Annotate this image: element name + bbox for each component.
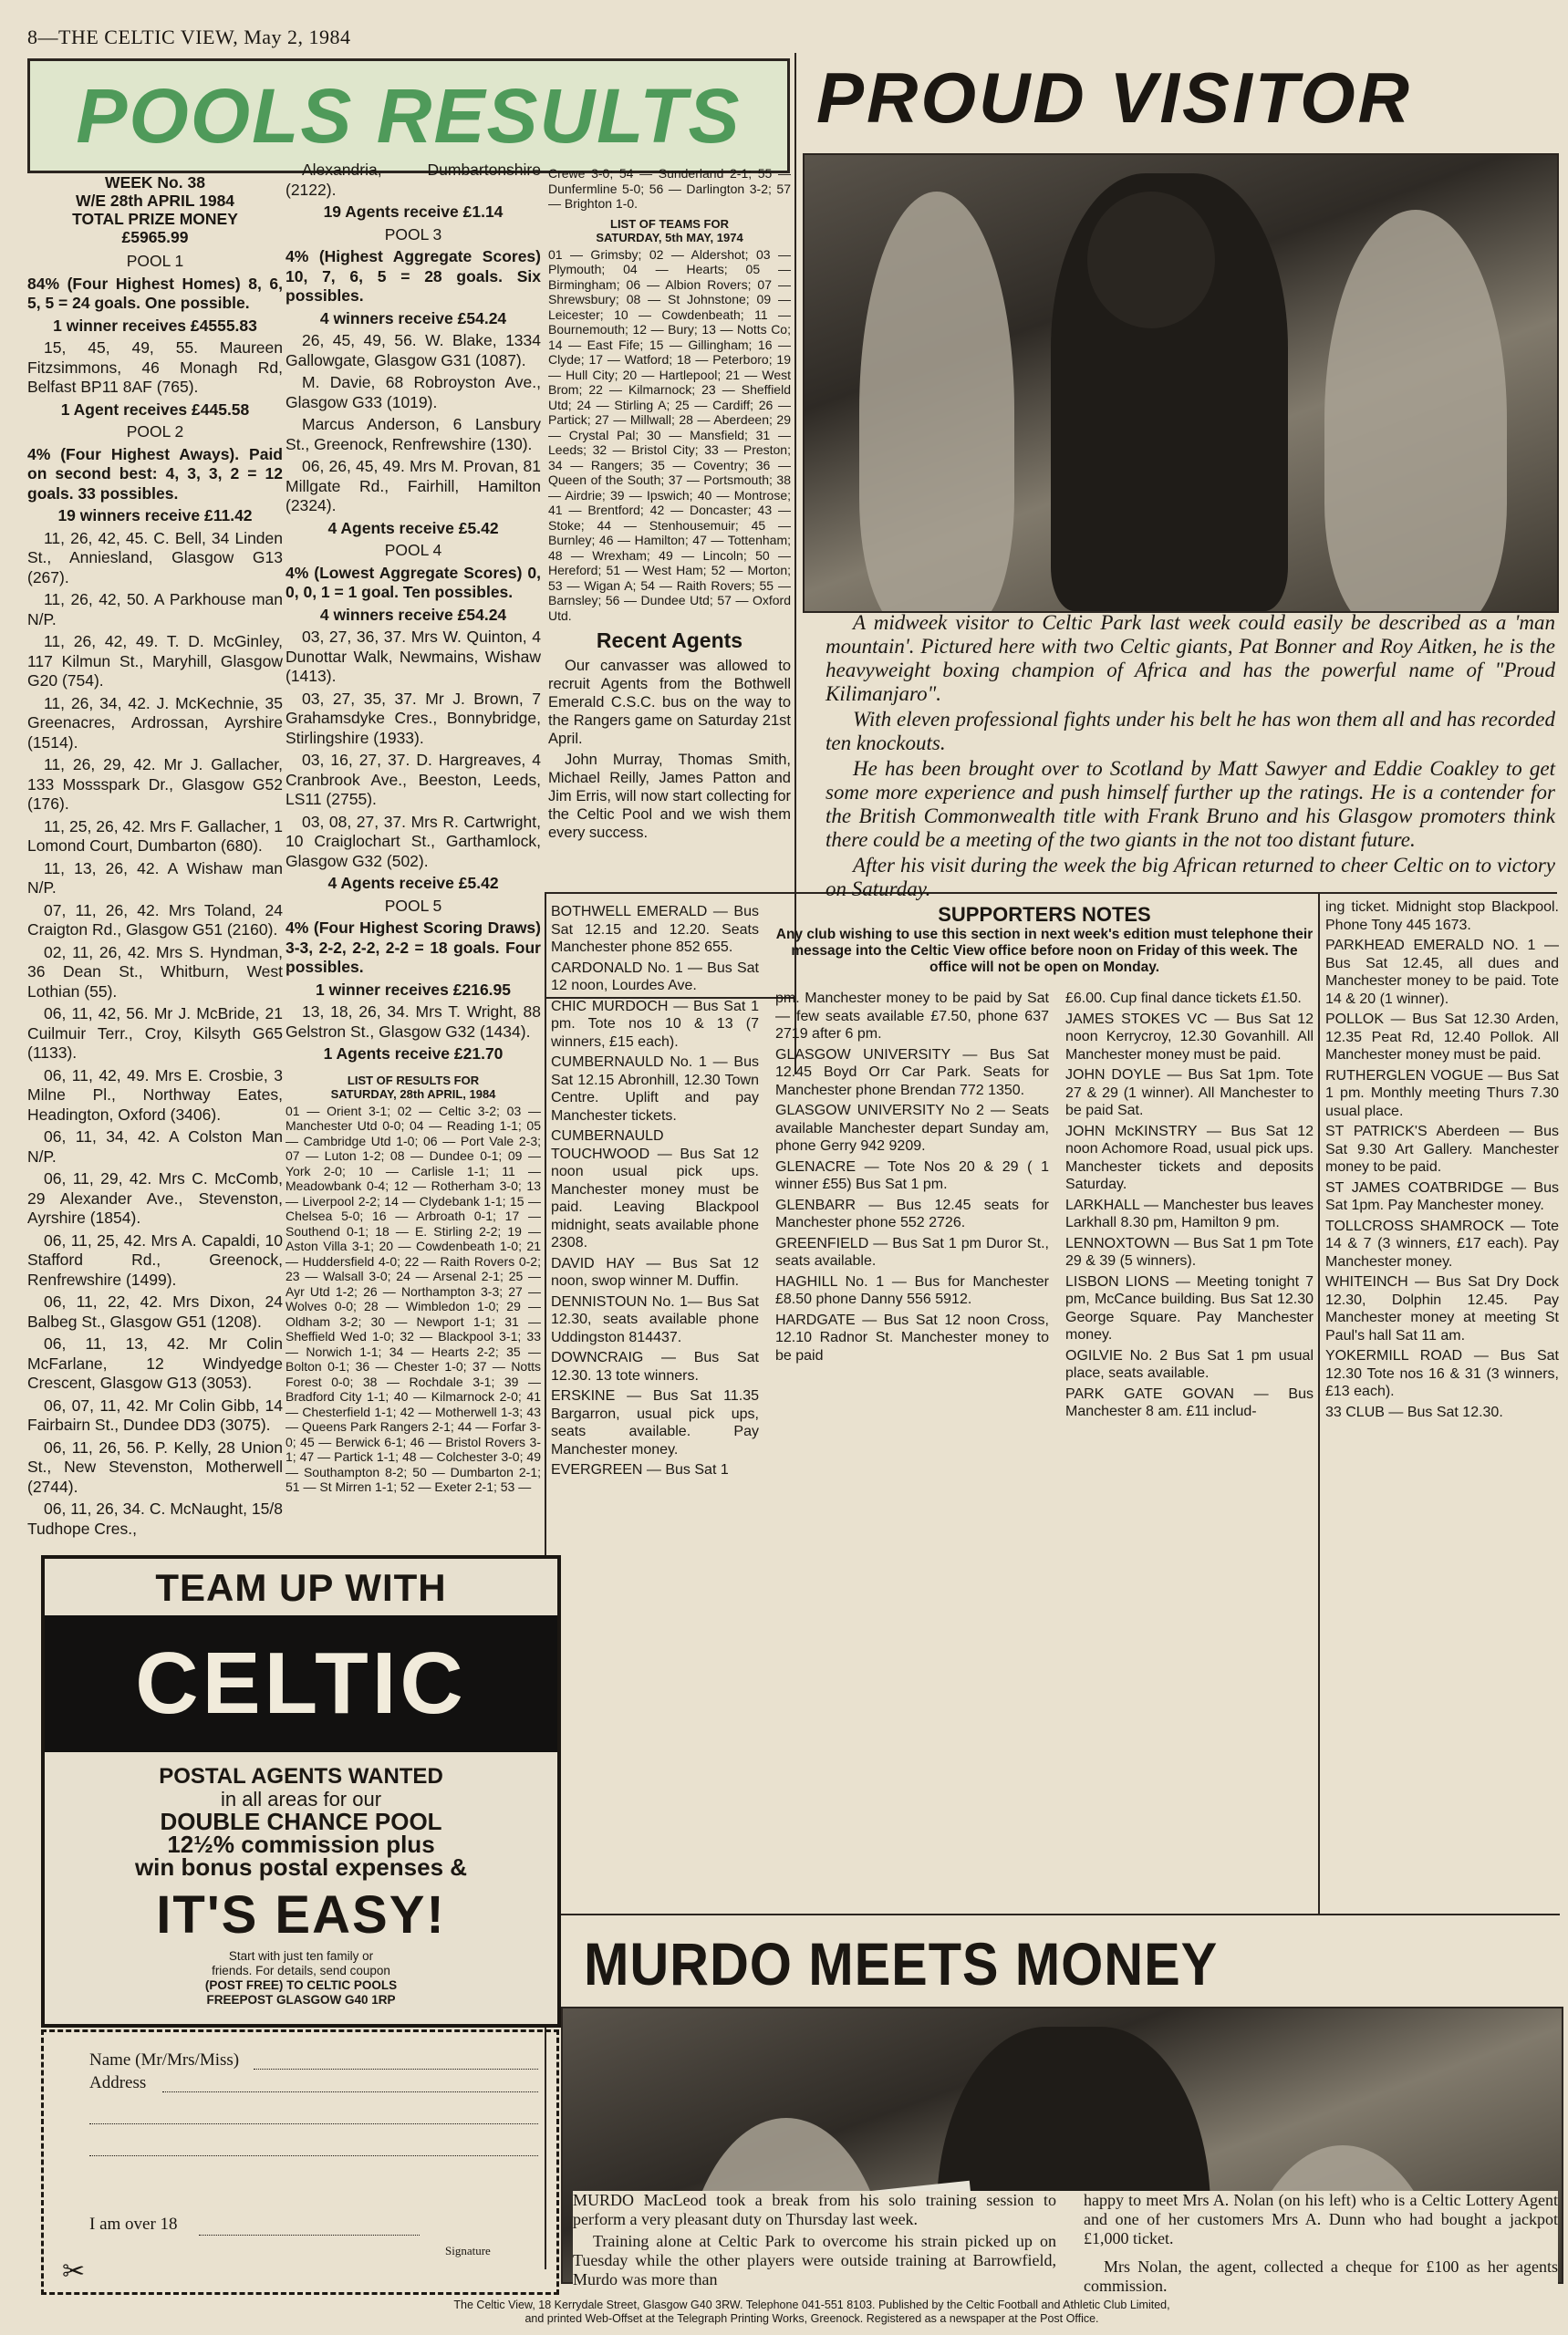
coupon-name-label: Name (Mr/Mrs/Miss) <box>89 2050 240 2070</box>
pools-entry: 06, 11, 13, 42. Mr Colin McFarlane, 12 Windyedge Crescent, Glasgow G13 (3053). <box>27 1334 283 1392</box>
club-notice: BOTHWELL EMERALD — Bus Sat 12.15 and 12.20. Seats Manchester phone 852 655. <box>551 904 759 955</box>
ad-line: 12½% commission plus <box>167 1831 435 1858</box>
results-list: 01 — Orient 3-1; 02 — Celtic 3-2; 03 — Manchester Utd 0-0; 04 — Reading 1-1; 05 — Cambridge Utd 1-0; 06 — Port Vale 2-3; 07 — Luton 1-2; 08 — Dundee 0-1; 09 — York 2-0; 10 — Carlisle 1-1; 11 — Meadowbank 0-4; 12 — Rotherham 3-0; 13 — Liverpool 2-2; 14 — Clydebank 1-1; 15 — Chelsea 5-0; 16 — Arbroath 0-1; 17 — Southend 0-1; 18 — E. Stirling 2-2; 19 — Aston Villa 3-1; 20 — Cowdenbeath 1-0; 21 — Huddersfield 4-0; 22 — Raith Rovers 0-2; 23 — Walsall 3-0; 24 — Arsenal 2-1; 25 — Ayr Utd 1-2; 26 — Northampton 3-3; 27 — Wolves 0-0; 28 — Wimbledon 1-0; 29 — Oldham 3-2; 30 — Newport 1-1; 31 — Sheffield Wed 1-0; 32 — Blackpool 3-1; 33 — Norwich 1-1; 34 — Hearts 2-2; 35 — Bolton 0-1; 36 — Chester 1-0; 37 — Notts Forest 0-0; 38 — Rochdale 3-1; 39 — Bradford City 1-1; 40 — Kilmarnock 2-0; 41 — Chesterfield 1-1; 42 — Motherwell 1-3; 43 — Queens Park Rangers 2-1; 44 — Forfar 3-0; 45 — Berwick 6-1; 46 — Bristol Rovers 3-1; 47 — Partick 1-1; 48 — Colchester 3-0; 49 — Southampton 8-2; 50 — Dumbarton 2-1; 51 — St Mirren 1-1; 52 — Exeter 2-1; 53 — <box>286 1103 541 1494</box>
coupon-signature-label: Signature <box>445 2244 491 2257</box>
pools-entry: POOL 2 <box>126 422 184 441</box>
club-notice: DAVID HAY — Bus Sat 12 noon, swop winner M. Duffin. <box>551 1255 759 1289</box>
pools-entry: POOL 5 <box>384 896 442 915</box>
pools-entry: 13, 18, 26, 34. Mrs T. Wright, 88 Gelstron St., Glasgow G32 (1434). <box>286 1002 541 1041</box>
ad-its-easy: IT'S EASY! <box>156 1885 446 1945</box>
club-notice: LARKHALL — Manchester bus leaves Larkhall 8.30 pm, Hamilton 9 pm. <box>1065 1197 1314 1230</box>
pools-entry: 1 Agents receive £21.70 <box>323 1044 504 1063</box>
pools-entry: 06, 11, 34, 42. A Colston Man N/P. <box>27 1127 283 1166</box>
pools-entry: 4 winners receive £54.24 <box>319 605 507 624</box>
pools-entry: 02, 11, 26, 42. Mrs S. Hyndman, 36 Dean St., Whitburn, West Lothian (55). <box>27 942 283 1001</box>
coupon-address-field[interactable] <box>162 2091 538 2092</box>
pools-entry: 84% (Four Highest Homes) 8, 6, 5, 5 = 24 goals. One possible. <box>27 274 283 312</box>
pools-entry: 1 winner receives £4555.83 <box>53 316 257 335</box>
murdo-paragraph: Mrs Nolan, the agent, collected a cheque for £100 as her agents commission. <box>1084 2257 1558 2295</box>
caption-paragraph: With eleven professional fights under his belt he has won them all and has recorded ten knockouts. <box>826 708 1555 754</box>
pools-column-1 <box>27 173 283 1541</box>
pools-entry: 03, 27, 36, 37. Mrs W. Quinton, 4 Dunottar Walk, Newmains, Wishaw (1413). <box>286 628 541 685</box>
recent-agents-para: John Murray, Thomas Smith, Michael Reilly, James Patton and Jim Erris, will now start collecting for the Celtic Pool and we wish them every success. <box>548 752 791 841</box>
club-notice: £6.00. Cup final dance tickets £1.50. <box>1065 991 1302 1006</box>
pools-entry: 11, 13, 26, 42. A Wishaw man N/P. <box>27 858 283 897</box>
murdo-story <box>573 2191 1558 2295</box>
pools-entry: 11, 26, 34, 42. J. McKechnie, 35 Greenacres, Ardrossan, Ayrshire (1514). <box>27 693 283 752</box>
supporters-column-b <box>775 990 1049 1367</box>
club-notice: ERSKINE — Bus Sat 11.35 Bargarron, usual pick ups, seats available. Pay Manchester money. <box>551 1388 759 1458</box>
ad-small: Start with just ten family or <box>228 1949 374 1963</box>
pools-entry: 1 winner receives £216.95 <box>315 980 512 999</box>
supporters-column-a <box>551 903 759 1482</box>
recent-agents-para: Our canvasser was allowed to recruit Agents from the Bothwell Emerald C.S.C. bus on the way to the Rangers game on Saturday 21st April. <box>548 658 791 747</box>
club-notice: EVERGREEN — Bus Sat 1 <box>551 1462 729 1478</box>
recent-agents-heading: Recent Agents <box>596 628 743 652</box>
pools-entry: 4% (Four Highest Scoring Draws) 3-3, 2-2, 2-2, 2-2 = 18 goals. Four possibles. <box>286 918 541 976</box>
club-notice: ST PATRICK'S Aberdeen — Bus Sat 9.30 Art Gallery. Manchester money to be paid. <box>1325 1124 1559 1175</box>
ad-line: in all areas for our <box>220 1788 382 1811</box>
prize-money-value: £5965.99 <box>121 228 189 246</box>
footer-imprint <box>392 2299 1231 2326</box>
results-date: SATURDAY, 28th APRIL, 1984 <box>330 1086 496 1101</box>
murdo-paragraph: happy to meet Mrs A. Nolan (on his left) who is a Celtic Lottery Agent and one of her customers Mrs A. Dunn who had bought a jackpot £1,000 ticket. <box>1084 2191 1558 2247</box>
footer-line: and printed Web-Offset at the Telegraph Printing Works, Greenock. Registered as a newspaper at the Post Office. <box>524 2312 1099 2325</box>
club-notice: DOWNCRAIG — Bus Sat 12.30. 13 tote winners. <box>551 1350 759 1384</box>
club-notice: CARDONALD No. 1 — Bus Sat 12 noon, Lourdes Ave. <box>551 960 759 993</box>
pools-entry: 4% (Highest Aggregate Scores) 10, 7, 6, 5 = 28 goals. Six possibles. <box>286 247 541 305</box>
club-notice: pm. Manchester money to be paid by Sat — few seats available £7.50, phone 637 2719 after 6 pm. <box>775 991 1049 1042</box>
club-notice: DENNISTOUN No. 1— Bus Sat 12.30, seats available phone Uddingston 814437. <box>551 1293 759 1345</box>
prize-money-label: TOTAL PRIZE MONEY <box>72 210 238 228</box>
club-notice: JAMES STOKES VC — Bus Sat 12 noon Kerrycroy, 12.30 Govanhill. All Manchester money must be paid. <box>1065 1011 1314 1063</box>
club-notice: CUMBERNAULD No. 1 — Bus Sat 12.15 Abronhill, 12.30 Town Centre. Uplift and pay Manchester tickets. <box>551 1054 759 1124</box>
club-notice: PARK GATE GOVAN — Bus Manchester 8 am. £11 includ- <box>1065 1385 1314 1419</box>
club-notice: GREENFIELD — Bus Sat 1 pm Duror St., seats available. <box>775 1235 1049 1269</box>
pools-entry: M. Davie, 68 Robroyston Ave., Glasgow G33 (1019). <box>286 373 541 411</box>
pools-entry: 26, 45, 49, 56. W. Blake, 1334 Gallowgate, Glasgow G31 (1087). <box>286 331 541 369</box>
ad-line: win bonus postal expenses & <box>134 1853 468 1881</box>
supporters-column-d <box>1325 898 1559 1424</box>
teams-title: LIST OF TEAMS FOR <box>610 216 729 231</box>
supporters-instructions: Any club wishing to use this section in next week's edition must telephone their message into the Celtic View office before noon on Friday of this week. The office will not be open on Monday. <box>775 927 1314 975</box>
club-notice: RUTHERGLEN VOGUE — Bus Sat 1 pm. Monthly meeting Thurs 7.30 usual place. <box>1325 1067 1559 1119</box>
club-notice: GLENACRE — Tote Nos 20 & 29 ( 1 winner £55) Bus Sat 1 pm. <box>775 1158 1049 1192</box>
pools-entry: 06, 11, 26, 34. C. McNaught, 15/8 Tudhope Cres., <box>27 1500 283 1538</box>
club-notice: ST JAMES COATBRIDGE — Bus Sat 1pm. Pay Manchester money. <box>1325 1179 1559 1213</box>
section-rule <box>547 1914 1560 1915</box>
proud-visitor-caption <box>826 611 1555 903</box>
pools-column-2 <box>286 161 541 1495</box>
pools-entry: 06, 11, 42, 49. Mrs E. Crosbie, 3 Milne Pl., Northway Eates, Headington, Oxford (3406). <box>27 1065 283 1124</box>
club-notice: PARKHEAD EMERALD NO. 1 — Bus Sat 12.45, all dues and Manchester money to be paid. Tote 14 & 20 (1 winner). <box>1325 938 1559 1007</box>
page-folio: 8—THE CELTIC VIEW, May 2, 1984 <box>27 26 351 48</box>
pools-results-banner <box>27 58 790 173</box>
pools-results-title: POOLS RESULTS <box>76 73 742 159</box>
club-notice: CHIC MURDOCH — Bus Sat 1 pm. Tote nos 10 & 13 (7 winners, £15 each). <box>551 998 759 1050</box>
scissors-icon: ✂ <box>62 2257 86 2287</box>
club-notice: GLASGOW UNIVERSITY No 2 — Seats available Manchester depart Sunday am, phone Gerry 942 9209. <box>775 1103 1049 1154</box>
pools-entry: 4 Agents receive £5.42 <box>327 874 499 892</box>
ad-line: DOUBLE CHANCE POOL <box>160 1808 442 1835</box>
club-notice: YOKERMILL ROAD — Bus Sat 12.30 Tote nos 16 & 31 (3 winners, £13 each). <box>1325 1348 1559 1399</box>
club-notice: GLENBARR — Bus 12.45 seats for Manchester phone 552 2726. <box>775 1197 1049 1230</box>
supporters-title: SUPPORTERS NOTES <box>938 903 1151 926</box>
week-number: WEEK No. 38 <box>105 173 205 192</box>
pools-entry: 11, 25, 26, 42. Mrs F. Gallacher, 1 Lomond Court, Dumbarton (680). <box>27 816 283 855</box>
club-notice: HAGHILL No. 1 — Bus for Manchester £8.50 phone Danny 556 5912. <box>775 1273 1049 1307</box>
club-notice: LENNOXTOWN — Bus Sat 1 pm Tote 29 & 39 (5 winners). <box>1065 1235 1314 1269</box>
caption-paragraph: A midweek visitor to Celtic Park last week could easily be described as a 'man mountain'. Pictured here with two Celtic giants, Pat Bonner and Roy Aitken, he is the heavyweight boxing champion of Africa and has the powerful name of "Proud Kilimanjaro". <box>826 611 1555 705</box>
pools-entry: 19 Agents receive £1.14 <box>323 202 504 221</box>
ad-small: FREEPOST GLASGOW G40 1RP <box>206 1993 396 2007</box>
pools-entry: 11, 26, 29, 42. Mr J. Gallacher, 133 Mossspark Dr., Glasgow G52 (176). <box>27 755 283 813</box>
pools-entry: POOL 4 <box>384 541 442 559</box>
pools-entry: 06, 11, 42, 56. Mr J. McBride, 21 Cuilmuir Terr., Croy, Kilsyth G65 (1133). <box>27 1004 283 1062</box>
pools-entry: 11, 26, 42, 49. T. D. McGinley, 117 Kilmun St., Maryhill, Glasgow G20 (754). <box>27 632 283 690</box>
club-notice: LISBON LIONS — Meeting tonight 7 pm, McCance building. Bus Sat 12.30 George Square. Pay Manchester money. <box>1065 1273 1314 1343</box>
pools-entry: 03, 27, 35, 37. Mr J. Brown, 7 Grahamsdyke Cres., Bonnybridge, Stirlingshire (1933). <box>286 689 541 747</box>
coupon-age-label: I am over 18 <box>89 2215 178 2234</box>
ad-celtic-brand: CELTIC <box>45 1615 557 1752</box>
pools-entry: 06, 11, 29, 42. Mrs C. McComb, 29 Alexander Ave., Stevenston, Ayrshire (1854). <box>27 1169 283 1227</box>
club-notice: JOHN McKINSTRY — Bus Sat 12 noon Achomore Road, usual pick ups. Manchester tickets and deposits Saturday. <box>1065 1123 1314 1192</box>
footer-line: The Celtic View, 18 Kerrydale Street, Glasgow G40 3RW. Telephone 041-551 8103. Published by the Celtic Football and Athletic Club Limited, <box>453 2299 1170 2311</box>
ad-small: (POST FREE) TO CELTIC POOLS <box>204 1978 398 1992</box>
club-notice: 33 CLUB — Bus Sat 12.30. <box>1325 1404 1503 1420</box>
pools-entry: POOL 3 <box>384 224 442 244</box>
ad-line: POSTAL AGENTS WANTED <box>159 1764 443 1789</box>
ad-team-up: TEAM UP WITH <box>155 1566 447 1609</box>
pools-entry: 06, 11, 22, 42. Mrs Dixon, 24 Balbeg St., Glasgow G51 (1208). <box>27 1292 283 1331</box>
caption-paragraph: After his visit during the week the big African returned to cheer Celtic on to victory on Saturday. <box>826 854 1555 900</box>
supporters-column-c <box>1065 990 1314 1424</box>
pools-entry: 06, 11, 25, 42. Mrs A. Capaldi, 10 Stafford Rd., Greenock, Renfrewshire (1499). <box>27 1230 283 1289</box>
pools-column-3 <box>548 166 791 845</box>
club-notice: JOHN DOYLE — Bus Sat 1pm. Tote 27 & 29 (1 winner). All Manchester to be paid Sat. <box>1065 1067 1314 1118</box>
pools-entry: Alexandria, Dumbartonshire (2122). <box>286 161 541 199</box>
pools-entry: 07, 11, 26, 42. Mrs Toland, 24 Craigton Rd., Glasgow G51 (2160). <box>27 900 283 939</box>
coupon <box>41 2029 559 2295</box>
club-notice: GLASGOW UNIVERSITY — Bus Sat 12.45 Boyd Orr Car Park. Seats for Manchester phone Brendan 772 1350. <box>775 1046 1049 1098</box>
coupon-name-field[interactable] <box>254 2069 538 2070</box>
murdo-paragraph: MURDO MacLeod took a break from his solo training session to perform a very pleasant duty on Thursday last week. <box>573 2191 1056 2228</box>
pools-entry: 4% (Four Highest Aways). Paid on second best: 4, 3, 3, 2 = 12 goals. 33 possibles. <box>27 444 283 503</box>
column-rule <box>1318 892 1320 1914</box>
pools-entry: Marcus Anderson, 6 Lansbury St., Greenock, Renfrewshire (130). <box>286 415 541 453</box>
pools-entry: 1 Agent receives £445.58 <box>60 400 250 419</box>
pools-entry: 4 Agents receive £5.42 <box>327 518 499 537</box>
pools-entry: 4% (Lowest Aggregate Scores) 0, 0, 0, 1 = 1 goal. Ten possibles. <box>286 563 541 601</box>
caption-paragraph: He has been brought over to Scotland by Matt Sawyer and Eddie Coakley to get some more experience and push himself further up the ratings. He is a contender for the British Commonwealth title with Frank Bruno and his Glasgow promoters think there could be a meeting of the two giants in the not too distant future. <box>826 757 1555 851</box>
week-ending: W/E 28th APRIL 1984 <box>75 192 235 210</box>
pools-entry: 15, 45, 49, 55. Maureen Fitzsimmons, 46 Monagh Rd, Belfast BP11 8AF (765). <box>27 338 283 396</box>
murdo-headline: MURDO MEETS MONEY <box>584 1930 1218 1998</box>
results-title: LIST OF RESULTS FOR <box>347 1073 480 1087</box>
club-notice: POLLOK — Bus Sat 12.30 Arden, 12.35 Peat Rd, 12.40 Pollok. All Manchester money must be paid. <box>1325 1012 1559 1063</box>
pools-entry: 11, 26, 42, 50. A Parkhouse man N/P. <box>27 590 283 628</box>
pools-entry: 11, 26, 42, 45. C. Bell, 34 Linden St., Anniesland, Glasgow G13 (267). <box>27 528 283 586</box>
pools-entry: 19 winners receive £11.42 <box>57 506 253 524</box>
club-notice: WHITEINCH — Bus Sat Dry Dock 12.30, Dolphin 12.45. Pay Manchester money at meeting St Paul's hall Sat 11 am. <box>1325 1274 1559 1344</box>
coupon-address-label: Address <box>89 2073 147 2092</box>
club-notice: CUMBERNAULD TOUCHWOOD — Bus Sat 12 noon usual pick ups. Manchester money must be paid. Leaving Blackpool midnight, seats available phone 2308. <box>551 1128 759 1251</box>
pools-entry: 4 winners receive £54.24 <box>319 308 507 327</box>
coupon-address-field[interactable] <box>89 2123 538 2124</box>
club-notice: HARDGATE — Bus Sat 12 noon Cross, 12.10 Radnor St. Manchester money to be paid <box>775 1312 1049 1364</box>
team-up-advert <box>41 1555 561 2028</box>
ad-small: friends. For details, send coupon <box>212 1964 390 1977</box>
pools-entry: 06, 07, 11, 42. Mr Colin Gibb, 14 Fairbairn St., Dundee DD3 (3075). <box>27 1396 283 1434</box>
teams-list: 01 — Grimsby; 02 — Aldershot; 03 — Plymouth; 04 — Hearts; 05 — Birmingham; 06 — Albion Rovers; 07 — Shrewsbury; 08 — St Johnstone; 09 — Leicester; 10 — Cowdenbeath; 11 — Bournemouth; 12 — Bury; 13 — Notts Co; 14 — East Fife; 15 — Gillingham; 16 — Clyde; 17 — Watford; 18 — Peterboro; 19 — Hull City; 20 — Hartlepool; 21 — West Brom; 22 — Kilmarnock; 23 — Sheffield Utd; 24 — Stirling A; 25 — Cardiff; 26 — Partick; 27 — Millwall; 28 — Aberdeen; 29 — Crystal Pal; 30 — Mansfield; 31 — Leeds; 32 — Bristol City; 33 — Preston; 34 — Rangers; 35 — Coventry; 36 — Queen of the South; 37 — Portsmouth; 38 — Airdrie; 39 — Ipswich; 40 — Montrose; 41 — Brentford; 42 — Doncaster; 43 — Stoke; 44 — Stenhousemuir; 45 — Burnley; 46 — Hamilton; 47 — Tottenham; 48 — Wrexham; 49 — Lincoln; 50 — Hereford; 51 — West Ham; 52 — Morton; 53 — Wigan A; 54 — Raith Rovers; 55 — Barnsley; 56 — Dundee Utd; 57 — Oxford Utd. <box>548 246 791 623</box>
pools-entry: 06, 26, 45, 49. Mrs M. Provan, 81 Millgate Rd., Fairhill, Hamilton (2324). <box>286 457 541 514</box>
pools-entry: POOL 1 <box>126 252 184 270</box>
club-notice: ing ticket. Midnight stop Blackpool. Phone Tony 445 1673. <box>1325 899 1559 933</box>
club-notice: OGILVIE No. 2 Bus Sat 1 pm usual place, seats available. <box>1065 1347 1314 1381</box>
teams-date: SATURDAY, 5th MAY, 1974 <box>596 230 743 244</box>
pools-entry: 06, 11, 26, 56. P. Kelly, 28 Union St., New Stevenston, Motherwell (2744). <box>27 1437 283 1496</box>
proud-visitor-headline: PROUD VISITOR <box>816 57 1412 138</box>
supporters-header <box>775 903 1314 976</box>
pools-entry: 03, 16, 27, 37. D. Hargreaves, 4 Cranbrook Ave., Beeston, Leeds, LS11 (2755). <box>286 751 541 808</box>
club-notice: TOLLCROSS SHAMROCK — Tote 14 & 7 (3 winners, £17 each). Pay Manchester money. <box>1325 1218 1559 1270</box>
boxer-photo <box>803 153 1559 613</box>
coupon-address-field[interactable] <box>89 2155 538 2156</box>
results-continued: Crewe 3-0; 54 — Sunderland 2-1; 55 — Dunfermline 5-0; 56 — Darlington 3-2; 57 — Brighton 1-0. <box>548 166 791 211</box>
coupon-signature-field[interactable] <box>199 2235 420 2236</box>
pools-entry: 03, 08, 27, 37. Mrs R. Cartwright, 10 Craiglochart St., Garthamlock, Glasgow G32 (502). <box>286 812 541 870</box>
murdo-paragraph: Training alone at Celtic Park to overcome his strain picked up on Tuesday while the other players were outside training at Barrowfield, Murdo was more than <box>573 2232 1056 2288</box>
